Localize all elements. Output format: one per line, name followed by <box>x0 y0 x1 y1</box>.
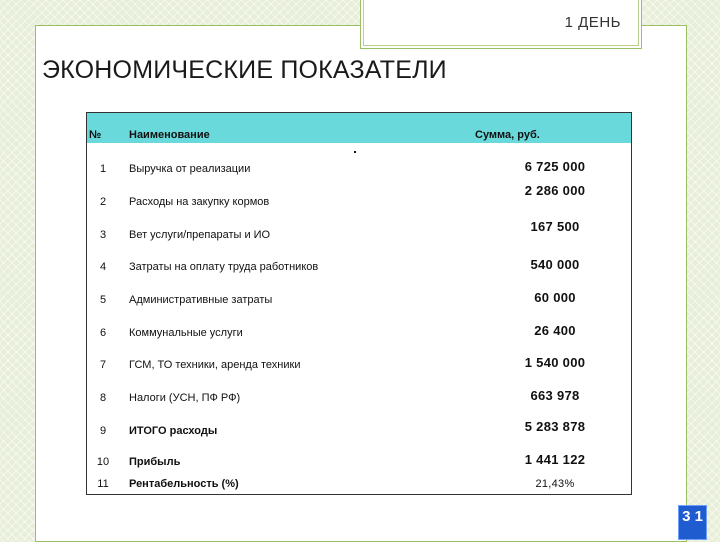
row-name: Расходы на закупку кормов <box>129 196 270 208</box>
table-row <box>87 155 631 175</box>
row-name: Коммунальные услуги <box>129 327 243 339</box>
table-row <box>87 421 631 441</box>
row-sum: 6 725 000 <box>524 159 586 174</box>
row-num: 10 <box>96 456 110 468</box>
row-sum: 60 000 <box>534 290 576 305</box>
table-row <box>87 289 631 309</box>
table-row <box>87 219 631 243</box>
row-sum: 26 400 <box>534 323 576 338</box>
row-num: 8 <box>99 392 107 404</box>
row-num: 5 <box>99 294 107 306</box>
row-sum: 1 441 122 <box>524 452 586 467</box>
row-sum: 540 000 <box>530 257 580 272</box>
row-name: Вет услуги/препараты и ИО <box>129 229 271 241</box>
row-name: Административные затраты <box>129 294 273 306</box>
table-header-row <box>87 113 631 143</box>
row-name: Выручка от реализации <box>129 163 251 175</box>
row-sum: 21,43% <box>535 478 575 490</box>
row-sum: 663 978 <box>530 388 580 403</box>
row-num: 11 <box>97 478 109 490</box>
row-name: Рентабельность (%) <box>129 478 239 490</box>
table-row <box>87 388 631 408</box>
table-row <box>87 256 631 276</box>
table-row <box>87 355 631 375</box>
row-name: ИТОГО расходы <box>129 425 218 437</box>
row-sum: 2 286 000 <box>524 183 586 198</box>
table-row <box>87 183 631 209</box>
header-name: Наименование <box>129 129 210 141</box>
day-label: 1 ДЕНЬ <box>564 14 621 31</box>
row-num: 1 <box>99 163 107 175</box>
row-num: 3 <box>99 229 107 241</box>
row-num: 4 <box>99 261 107 273</box>
row-sum: 1 540 000 <box>524 355 586 370</box>
row-num: 6 <box>99 327 107 339</box>
stray-dot <box>354 151 356 153</box>
row-name: Прибыль <box>129 456 181 468</box>
row-name: ГСМ, ТО техники, аренда техники <box>129 359 301 371</box>
row-name: Затраты на оплату труда работников <box>129 261 319 273</box>
row-name: Налоги (УСН, ПФ РФ) <box>129 392 241 404</box>
row-num: 7 <box>99 359 107 371</box>
row-num: 2 <box>99 196 107 208</box>
table-row <box>87 453 631 473</box>
table-row <box>87 475 631 495</box>
table-row <box>87 322 631 342</box>
header-sum: Сумма, руб. <box>475 129 540 141</box>
row-sum: 167 500 <box>530 219 580 234</box>
day-banner <box>360 0 642 49</box>
row-num: 9 <box>99 425 107 437</box>
row-sum: 5 283 878 <box>524 419 586 434</box>
page-number-badge: 3 1 <box>678 505 707 540</box>
page-title: ЭКОНОМИЧЕСКИЕ ПОКАЗАТЕЛИ <box>42 56 447 84</box>
header-num: № <box>89 129 102 141</box>
indicators-table <box>86 112 632 495</box>
